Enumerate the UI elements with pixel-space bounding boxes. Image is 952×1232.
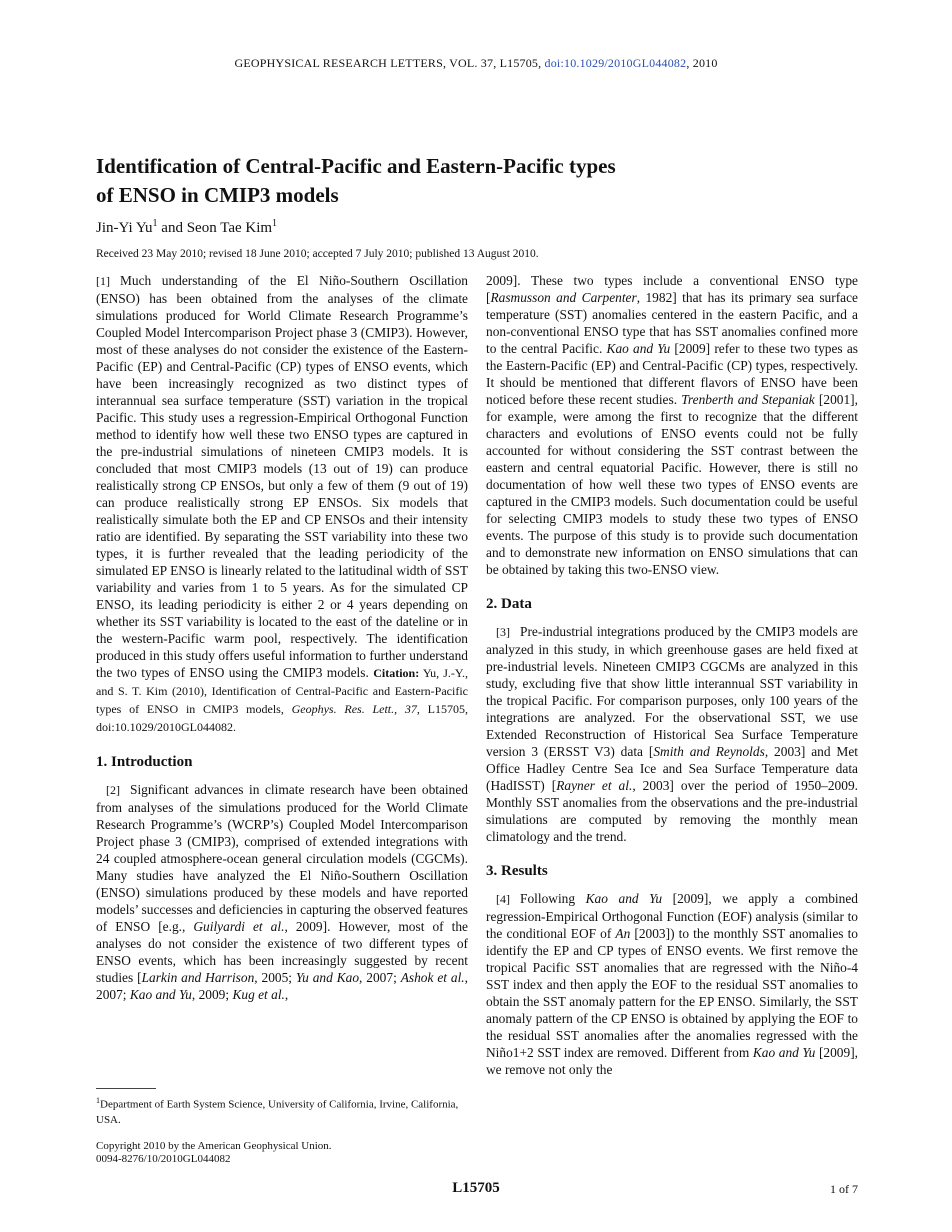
reference-link: Kao and Yu bbox=[606, 341, 671, 356]
copyright-line: Copyright 2010 by the American Geophysical Union. bbox=[96, 1140, 332, 1152]
intro-text: , bbox=[284, 987, 289, 1002]
reference-link: Kao and Yu bbox=[752, 1045, 816, 1060]
paragraph-number: [ 4 ] bbox=[496, 892, 510, 906]
received-dates: Received 23 May 2010; revised 18 June 2010; accepted 7 July 2010; published 13 August 2010. bbox=[96, 248, 539, 260]
author-conjunction: and bbox=[157, 220, 187, 236]
citation-doi: , L15705, doi:10.1029/2010GL044082. bbox=[96, 702, 468, 734]
citation-text: Yu, J.-Y., and S. T. Kim (2010), Identification of Central-Pacific and Eastern-Pacific types of ENSO in CMIP3 models, bbox=[96, 666, 468, 716]
page-number: 1 of 7 bbox=[830, 1182, 858, 1196]
left-column bbox=[96, 272, 468, 1003]
reference-link: Rayner et al. bbox=[556, 778, 633, 793]
article-id: L15705 bbox=[452, 1180, 500, 1196]
intro-text: , 1982] that has its primary sea surface temperature (SST) anomalies centered in the eastern Pacific, and a non-conventional ENSO type that has SST anomalies confined more to the central Pacific. bbox=[486, 290, 858, 356]
data-text: , 2003] over the period of 1950–2009. Monthly SST anomalies from the observations and the pre-industrial simulations are computed by removing the monthly mean climatology and the trend. bbox=[486, 778, 858, 844]
intro-text: , 2005; bbox=[254, 970, 296, 985]
intro-text: Significant advances in climate research have been obtained from analyses of the simulations produced for the World Climate Research Programme’s (WCRP’s) Coupled Model Intercomparison Project phase 3 (CMIP3), comprised of extended integrations with 24 coupled atmosphere-ocean general circulation models (CGCMs). Many studies have analyzed the El Niño-Southern Oscillation (ENSO) simulations produced by these models and have reported models’ successes and deficiencies in capturing the observed features of ENSO [e.g., bbox=[96, 782, 468, 934]
paper-title bbox=[96, 152, 716, 210]
copyright-notice bbox=[96, 1140, 468, 1166]
paragraph-number: [ 1 ] bbox=[96, 274, 110, 288]
author-list bbox=[96, 218, 277, 237]
reference-link: Guilyardi et al. bbox=[193, 919, 285, 934]
reference-link: Larkin and Harrison bbox=[141, 970, 255, 985]
intro-text: 2009]. These two types include a conventional ENSO type [ bbox=[486, 273, 858, 305]
reference-link: Smith and Reynolds bbox=[653, 744, 765, 759]
footnote-divider bbox=[96, 1088, 156, 1089]
affiliation-footnote bbox=[96, 1093, 468, 1128]
right-column bbox=[486, 272, 858, 1078]
introduction-continued bbox=[486, 272, 858, 578]
title-line-2: of ENSO in CMIP3 models bbox=[96, 183, 339, 207]
section-heading-introduction: 1. Introduction bbox=[96, 754, 193, 770]
abstract-text: Much understanding of the El Niño-Southern Oscillation (ENSO) has been obtained from the analyses of the climate simulations produced for World Climate Research Programme’s Coupled Model Intercomparison Project phase 3 (CMIP3). However, most of these analyses do not consider the existence of the Eastern-Pacific (EP) and Central-Pacific (CP) types of ENSO events, which have been increasingly recognized as two distinct types of interannual sea surface temperature (SST) variation in the tropical Pacific. This study uses a regression-Empirical Orthogonal Function method to identify how well these two ENSO types are captured in the pre-industrial simulations of nineteen CMIP3 models. It is concluded that most CMIP3 models (13 out of 19) can produce realistically strong CP ENSOs, but only a few of them (9 out of 19) can produce realistically strong EP ENSOs. Six models that realistically simulate both the EP and CP ENSOs and their intensity ratio are identified. By separating the SST variability into these two types, it is further revealed that the leading periodicity of the simulated EP ENSO is linearly related to the latitudinal width of SST variability and varies from 1 to 5 years. As for the simulated CP ENSO, its leading periodicity is either 2 or 4 years depending on whether its SST variability is located to the east of the dateline or in the western-Pacific warm pool, respectively. The identification produced in this study offers useful information to further understand the two types of ENSO using the CMIP3 models. bbox=[96, 273, 468, 680]
data-text: Pre-industrial integrations produced by the CMIP3 models are analyzed in this study, in which greenhouse gases are held fixed at pre-industrial levels. Nineteen CMIP3 CGCMs are analyzed in this study, excluding five that show little interannual SST variability in the tropical Pacific. For comparison purposes, only 100 years of the integrations are analyzed. For the observational SST, we use Extended Reconstruction of Historical Sea Surface Temperature version 3 (ERSST V3) data [ bbox=[486, 624, 858, 759]
running-head bbox=[0, 56, 952, 71]
reference-link: Kao and Yu bbox=[585, 891, 663, 906]
reference-link: Kug et al. bbox=[232, 987, 285, 1002]
citation-journal: Geophys. Res. Lett. bbox=[291, 702, 395, 716]
author-1-affiliation: 1 bbox=[152, 218, 158, 229]
author-2-affiliation: 1 bbox=[272, 218, 278, 229]
introduction-paragraph bbox=[96, 781, 468, 1003]
reference-link: An bbox=[615, 926, 631, 941]
author-1: Jin-Yi Yu bbox=[96, 220, 153, 236]
journal-info: GEOPHYSICAL RESEARCH LETTERS, VOL. 37, L15705, bbox=[234, 56, 545, 70]
doi-link[interactable]: doi:10.1029/2010GL044082 bbox=[544, 56, 687, 70]
footnote-marker: 1 bbox=[96, 1096, 100, 1105]
issn-line: 0094-8276/10/2010GL044082 bbox=[96, 1153, 231, 1165]
intro-text: [2009] refer to these two types as the Eastern-Pacific (EP) and Central-Pacific (CP) types, respectively. It should be mentioned that different flavors of ENSO have been noticed before these recent studies. bbox=[486, 341, 858, 407]
reference-link: Rasmusson and Carpenter bbox=[490, 290, 637, 305]
title-line-1: Identification of Central-Pacific and Eastern-Pacific types bbox=[96, 154, 616, 178]
abstract bbox=[96, 272, 468, 736]
author-2: Seon Tae Kim bbox=[186, 220, 273, 236]
reference-link: Kao and Yu bbox=[129, 987, 192, 1002]
section-heading-data: 2. Data bbox=[486, 596, 532, 612]
footnote-text: Department of Earth System Science, University of California, Irvine, California, USA. bbox=[96, 1098, 459, 1126]
paragraph-number: [ 2 ] bbox=[106, 783, 120, 797]
citation-sep: , bbox=[394, 702, 405, 716]
data-text: , 2003] and Met Office Hadley Centre Sea Ice and Sea Surface Temperature data (HadISST) [ bbox=[486, 744, 858, 793]
intro-text: , 2007; bbox=[359, 970, 401, 985]
results-text: [2003]) to the monthly SST anomalies to identify the EP and CP types of ENSO events. We first remove the tropical Pacific SST anomalies that are regressed with the Niño-4 SST index and then apply the EOF to the residual SST anomalies to obtain the SST anomaly pattern for the EP ENSO. Similarly, the SST anomaly pattern of the CP ENSO is obtained by applying the EOF to the residual SST anomalies after the anomalies regressed with the Niño1+2 SST index are removed. Different from bbox=[486, 926, 858, 1060]
reference-link: Yu and Kao bbox=[295, 970, 360, 985]
results-text: [2009], we apply a combined regression-Empirical Orthogonal Function (EOF) analysis (similar to the conditional EOF of bbox=[486, 891, 858, 941]
intro-text: [2001], for example, were among the first to recognize that the different characters and evolutions of ENSO events could not be fully accounted for without considering the SST contrast between the eastern and central equatorial Pacific. However, there is still no documentation of how well these two types of ENSO events are captured in the CMIP3 models. Such documentation could be useful for selecting CMIP3 models to study these two types of ENSO events. The purpose of this study is to provide such documentation and to demonstrate new information on ENSO simulations that can be obtained by taking this two-ENSO view. bbox=[486, 392, 858, 577]
section-heading-results: 3. Results bbox=[486, 863, 548, 879]
citation-label: Citation: bbox=[373, 666, 420, 680]
results-text: Following bbox=[520, 891, 586, 906]
paragraph-number: [ 3 ] bbox=[496, 625, 510, 639]
intro-text: , 2007; bbox=[96, 970, 469, 1002]
reference-link: Ashok et al. bbox=[400, 970, 465, 985]
results-paragraph bbox=[486, 890, 858, 1078]
results-text: [2009], we remove not only the bbox=[486, 1045, 858, 1077]
data-paragraph bbox=[486, 623, 858, 845]
header-year: , 2010 bbox=[686, 56, 718, 70]
reference-link: Trenberth and Stepaniak bbox=[681, 392, 815, 407]
intro-text: , 2009]. However, most of the analyses do not consider the existence of two different types of ENSO events, which has been increasingly suggested by recent studies [ bbox=[96, 919, 469, 985]
citation-volume: 37 bbox=[404, 702, 417, 716]
intro-text: , 2009; bbox=[191, 987, 233, 1002]
